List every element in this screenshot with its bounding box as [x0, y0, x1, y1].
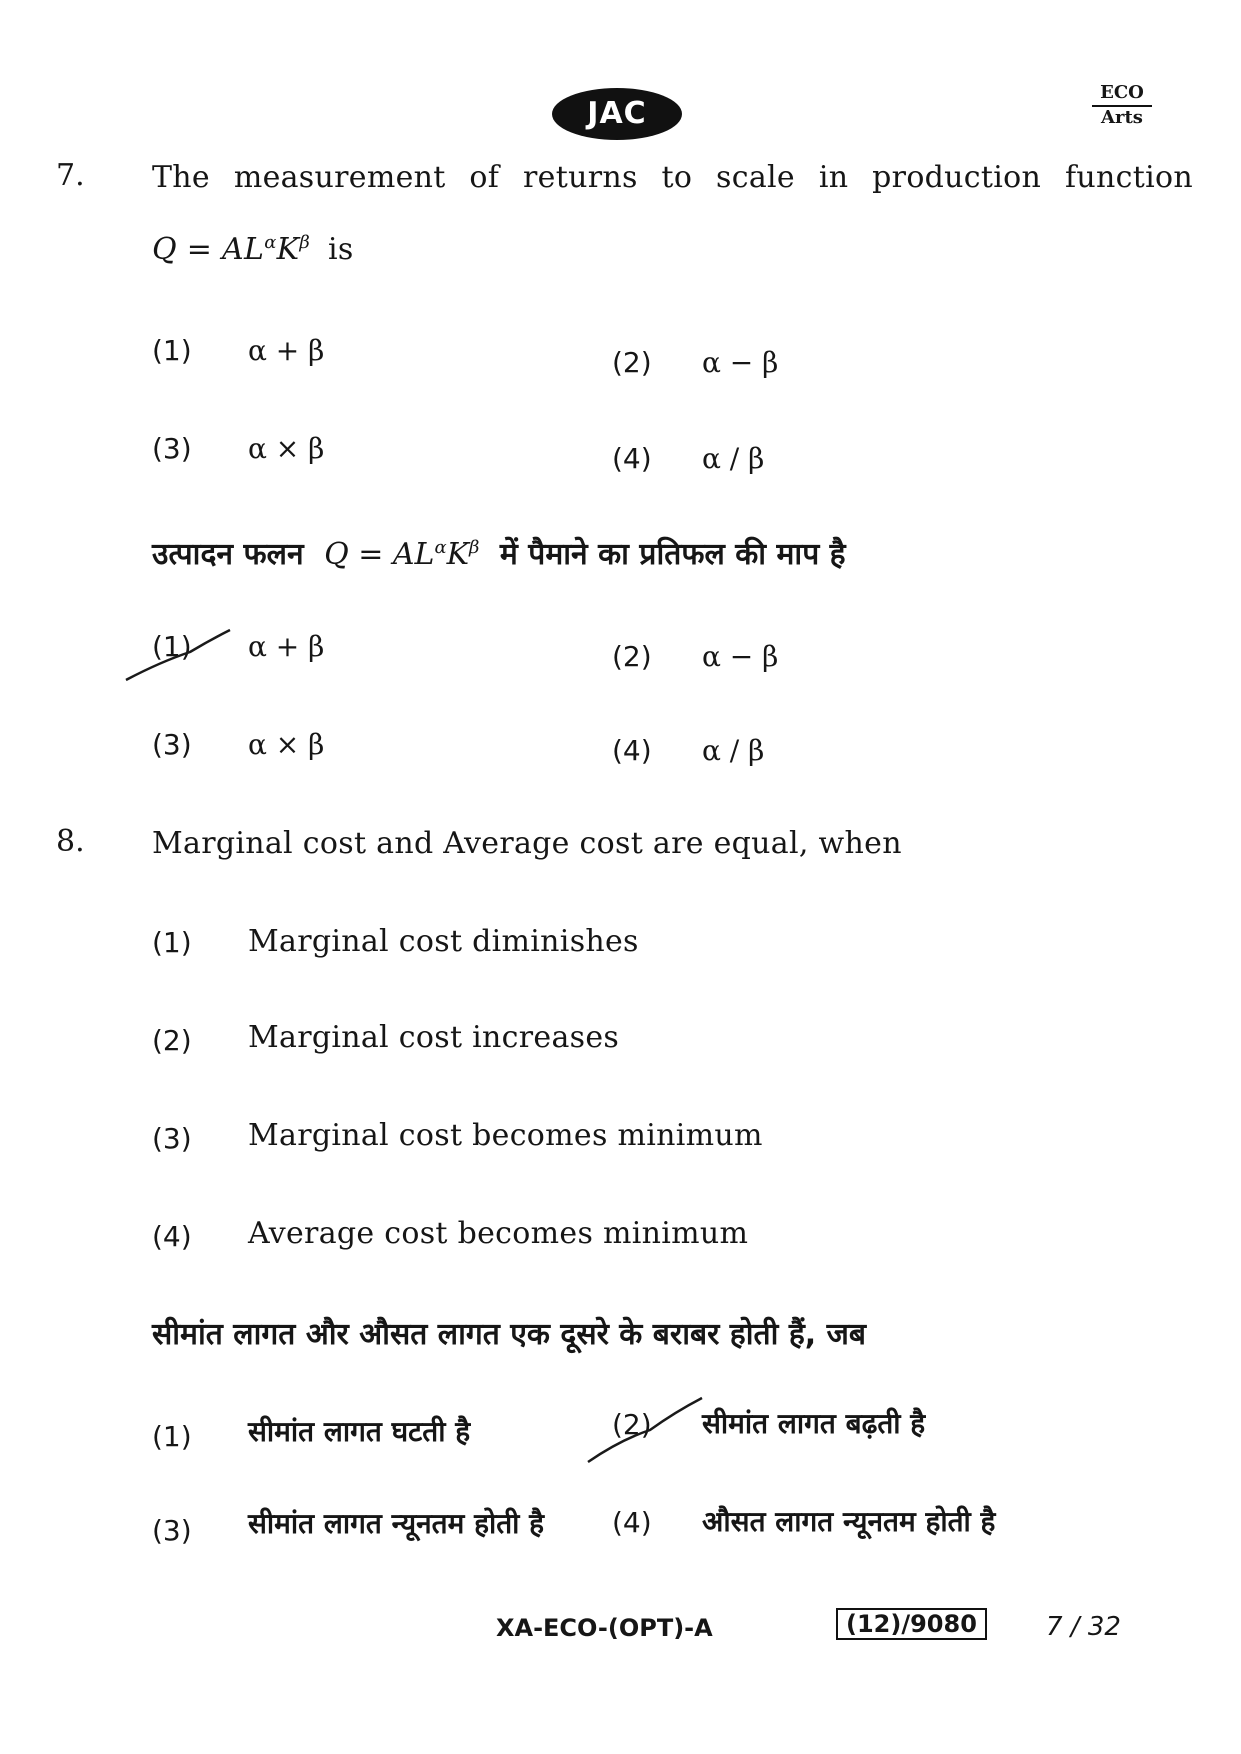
- q7-hindi-option-2-num: (2): [612, 640, 652, 673]
- q8-hindi-option-1-value: सीमांत लागत घटती है: [248, 1415, 471, 1448]
- q8-option-4-value: Average cost becomes minimum: [248, 1216, 749, 1251]
- q7-option-2-value: α − β: [702, 346, 779, 379]
- question-7-text-line: The measurement of returns to scale in production function: [152, 160, 1193, 195]
- question-7-number: 7.: [56, 158, 85, 193]
- q7-hindi-prefix: उत्पादन फलन: [152, 537, 304, 572]
- q7-hindi-option-1-num: (1): [152, 630, 192, 663]
- q8-option-2-value: Marginal cost increases: [248, 1020, 620, 1055]
- stream-label: Arts: [1101, 107, 1143, 128]
- q7-hindi-option-3-num: (3): [152, 728, 192, 761]
- q7-option-4-num: (4): [612, 442, 652, 475]
- question-8-hindi: सीमांत लागत और औसत लागत एक दूसरे के बराबर होती हैं, जब: [152, 1317, 866, 1352]
- hindi-formula-k: K: [446, 537, 470, 572]
- question-7-text: [152, 160, 1193, 195]
- hindi-formula-sup-alpha: α: [434, 537, 447, 558]
- q8-hindi-option-4-value: औसत लागत न्यूनतम होती है: [702, 1505, 996, 1538]
- q8-option-1-num: (1): [152, 926, 192, 959]
- subject-code: ECO: [1092, 82, 1152, 107]
- q7-option-4-value: α / β: [702, 442, 765, 475]
- q8-option-3-value: Marginal cost becomes minimum: [248, 1118, 763, 1153]
- question-7-formula: [152, 232, 354, 267]
- q7-option-1-num: (1): [152, 334, 192, 367]
- hindi-formula-sup-beta: β: [469, 537, 480, 558]
- q8-option-3-num: (3): [152, 1122, 192, 1155]
- q7-option-2-num: (2): [612, 346, 652, 379]
- question-8-text: Marginal cost and Average cost are equal, when: [152, 826, 902, 861]
- q7-option-3-value: α × β: [248, 432, 325, 465]
- formula-sup-alpha: α: [264, 232, 277, 253]
- q8-hindi-option-3-num: (3): [152, 1514, 192, 1547]
- q7-hindi-option-1-value: α + β: [248, 630, 325, 663]
- subject-label: [1092, 82, 1152, 129]
- q8-hindi-option-1-num: (1): [152, 1420, 192, 1453]
- q8-hindi-option-2-num: (2): [612, 1408, 652, 1441]
- page-number: 7 / 32: [1046, 1612, 1121, 1642]
- jac-logo: JAC: [552, 88, 682, 140]
- q7-hindi-option-2-value: α − β: [702, 640, 779, 673]
- formula-k: K: [276, 232, 300, 267]
- question-8-number: 8.: [56, 824, 85, 859]
- q7-option-3-num: (3): [152, 432, 192, 465]
- formula-q-al: Q = AL: [152, 232, 265, 267]
- q7-hindi-option-3-value: α × β: [248, 728, 325, 761]
- q7-hindi-option-4-value: α / β: [702, 734, 765, 767]
- q8-option-1-value: Marginal cost diminishes: [248, 924, 639, 959]
- formula-is: is: [327, 232, 354, 267]
- q7-option-1-value: α + β: [248, 334, 325, 367]
- q8-hindi-option-3-value: सीमांत लागत न्यूनतम होती है: [248, 1507, 545, 1540]
- q8-hindi-option-4-num: (4): [612, 1506, 652, 1539]
- q8-option-2-num: (2): [152, 1024, 192, 1057]
- booklet-code: (12)/9080: [836, 1608, 987, 1640]
- q8-hindi-option-2-value: सीमांत लागत बढ़ती है: [702, 1407, 926, 1440]
- question-7-hindi: [152, 532, 846, 573]
- q7-hindi-option-4-num: (4): [612, 734, 652, 767]
- paper-code: XA-ECO-(OPT)-A: [496, 1614, 713, 1642]
- q7-hindi-suffix: में पैमाने का प्रतिफल की माप है: [499, 537, 846, 572]
- formula-sup-beta: β: [299, 232, 311, 253]
- q8-option-4-num: (4): [152, 1220, 192, 1253]
- hindi-formula-q-al: Q = AL: [324, 537, 435, 572]
